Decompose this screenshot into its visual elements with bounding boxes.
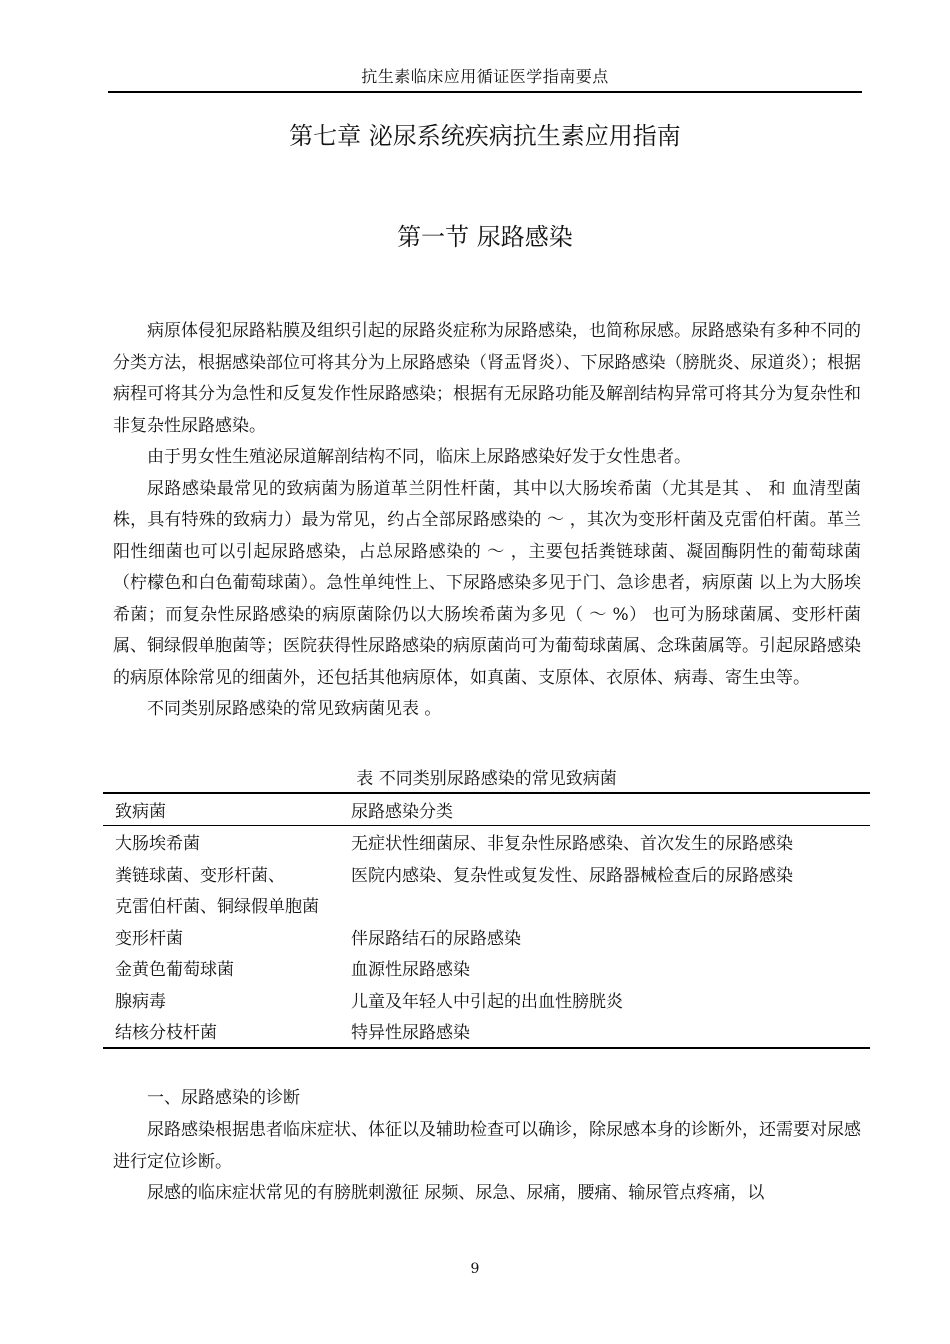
table-row [103,889,870,921]
classification-cell: 血源性尿路感染 [351,960,470,981]
diagnosis-text [113,1115,861,1210]
classification-cell: 无症状性细菌尿、非复杂性尿路感染、首次发生的尿路感染 [351,834,793,855]
page-number: 9 [470,1261,480,1277]
classification-cell: 伴尿路结石的尿路感染 [351,928,521,949]
classification-cell [339,889,870,921]
chapter-title: 第七章 泌尿系统疾病抗生素应用指南 [289,122,681,150]
classification-cell: 医院内感染、复杂性或复发性、尿路器械检查后的尿路感染 [351,865,793,886]
classification-cell: 儿童及年轻人中引起的出血性膀胱炎 [351,991,623,1012]
header-rule [108,91,862,93]
section-title: 第一节 尿路感染 [397,223,573,251]
intro-text [113,316,861,726]
column-header-classification: 尿路感染分类 [339,793,870,826]
pathogen-table [103,792,870,1049]
pathogen-cell: 金黄色葡萄球菌 [115,960,234,981]
table-row [103,952,870,984]
pathogen-cell: 大肠埃希菌 [115,834,200,855]
running-header: 抗生素临床应用循证医学指南要点 [361,67,609,86]
table-header-row [103,793,870,826]
paragraph-pathogens: 尿路感染最常见的致病菌为肠道革兰阴性杆菌，其中以大肠埃希菌（尤其是其 、 和 血清型菌株，具有特殊的致病力）最为常见，约占全部尿路感染的 ～ ，其次为变形杆菌及克雷伯杆菌。革兰阳性细菌也可以引起尿路感染，占总尿路感染的 ～ ，主要包括粪链球菌、凝固酶阴性的葡萄球菌（柠檬色和白色葡萄球菌）。急性单纯性上、下尿路感染多见于门、急诊患者，病原菌 以上为大肠埃希菌；而复杂性尿路感染的病原菌除仍以大肠埃希菌为多见（ ～ %） 也可为肠球菌属、变形杆菌属、铜绿假单胞菌等；医院获得性尿路感染的病原菌尚可为葡萄球菌属、念珠菌属等。引起尿路感染的病原体除常见的细菌外，还包括其他病原体，如真菌、支原体、衣原体、病毒、寄生虫等。 [113,478,861,688]
pathogen-cell: 粪链球菌、变形杆菌、 [115,865,285,886]
column-header-pathogen: 致病菌 [103,793,339,826]
paragraph-diagnosis: 尿路感染根据患者临床症状、体征以及辅助检查可以确诊，除尿感本身的诊断外，还需要对尿感进行定位诊断。 [113,1120,861,1172]
diagnosis-heading: 一、尿路感染的诊断 [147,1088,300,1108]
table-row [103,1015,870,1048]
paragraph-table-reference: 不同类别尿路感染的常见致病菌见表 。 [147,699,442,719]
table-row [103,826,870,858]
table-row [103,858,870,890]
paragraph-gender: 由于男女性生殖泌尿道解剖结构不同，临床上尿路感染好发于女性患者。 [147,447,691,467]
table-caption: 表 不同类别尿路感染的常见致病菌 [356,769,617,789]
classification-cell: 特异性尿路感染 [339,1015,870,1048]
pathogen-cell: 变形杆菌 [115,928,183,949]
table-row [103,921,870,953]
pathogen-cell: 腺病毒 [115,991,166,1012]
paragraph-symptoms: 尿感的临床症状常见的有膀胱刺激征 尿频、尿急、尿痛，腰痛、输尿管点疼痛，以 [147,1183,765,1203]
table-row [103,984,870,1016]
paragraph-definition: 病原体侵犯尿路粘膜及组织引起的尿路炎症称为尿路感染，也简称尿感。尿路感染有多种不同的分类方法，根据感染部位可将其分为上尿路感染（肾盂肾炎）、下尿路感染（膀胱炎、尿道炎）；根据病程可将其分为急性和反复发作性尿路感染；根据有无尿路功能及解剖结构异常可将其分为复杂性和非复杂性尿路感染。 [113,321,861,436]
pathogen-cell: 结核分枝杆菌 [103,1015,339,1048]
pathogen-cell: 克雷伯杆菌、铜绿假单胞菌 [115,897,319,918]
